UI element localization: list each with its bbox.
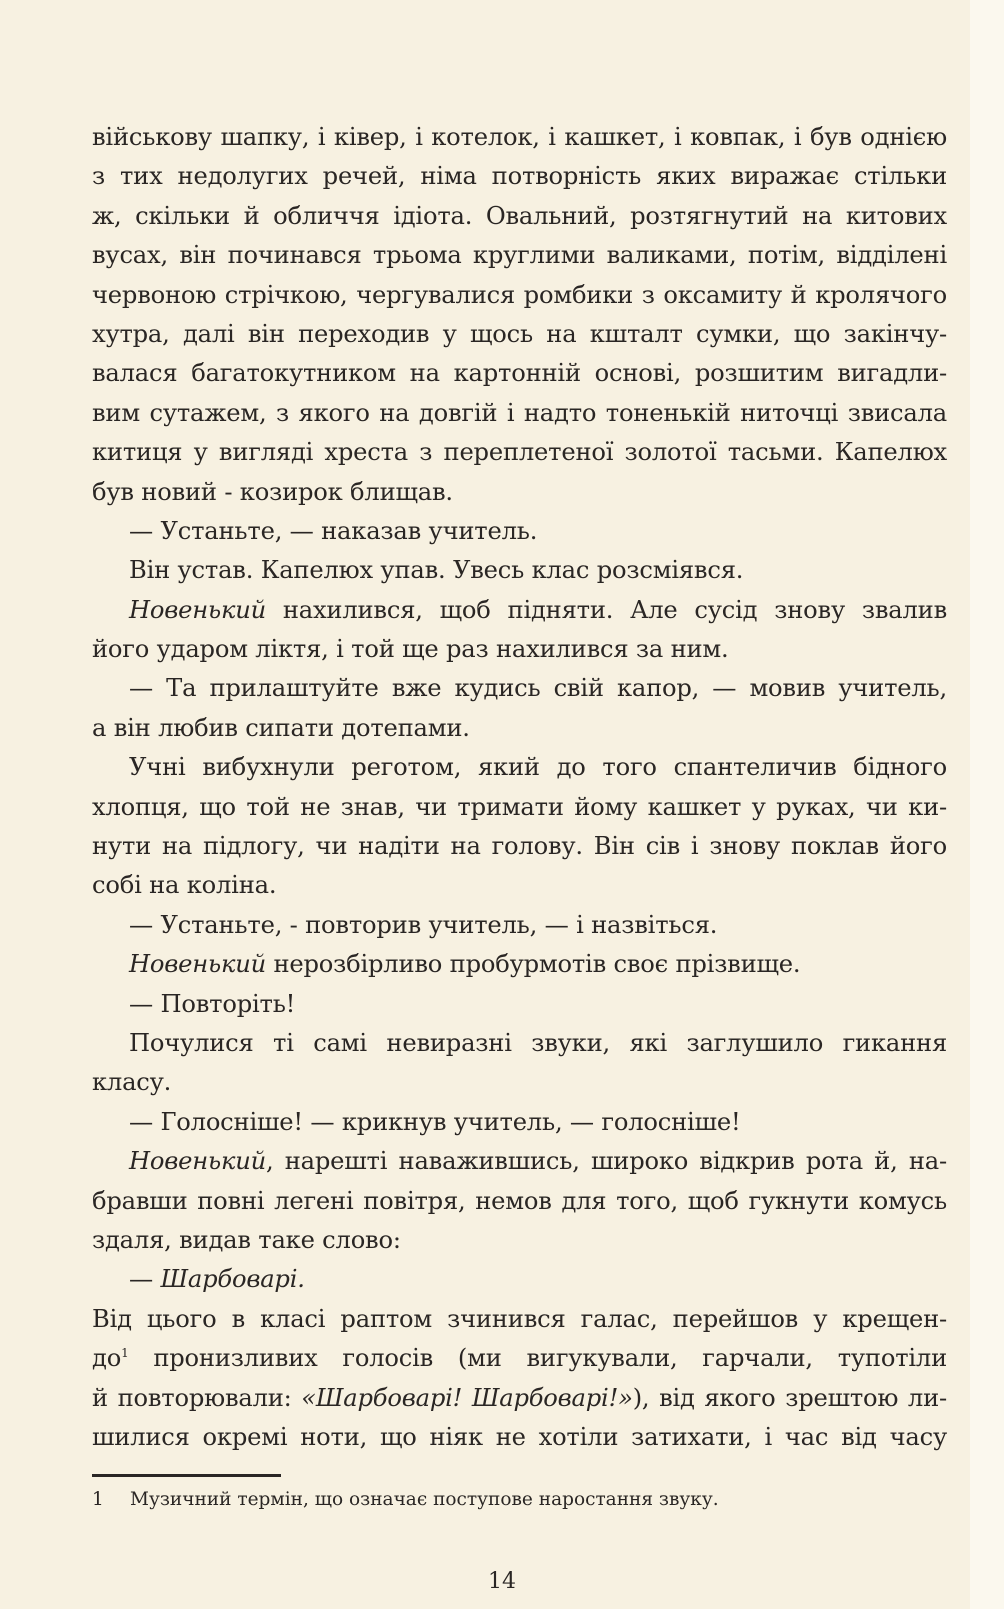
- text-run: ), від якого зрештою ли-: [632, 1383, 947, 1412]
- text-run: його ударом ліктя, і той ще раз нахилився за ним.: [92, 635, 729, 664]
- text-line: [92, 1024, 947, 1063]
- text-run: валася багатокутником на картонній основі, розшитим вигадли-: [92, 359, 947, 388]
- text-run: з тих недолугих речей, німа потворність яких виражає стільки: [92, 162, 947, 191]
- text-line: [92, 1300, 947, 1339]
- text-line: [92, 433, 947, 472]
- text-run: до: [92, 1344, 122, 1373]
- text-line: [92, 591, 947, 630]
- text-run: нерозбірливо пробурмотів своє прізвище.: [265, 950, 801, 979]
- dialogue-line: [92, 512, 947, 551]
- text-line: [92, 709, 947, 748]
- text-run: пронизливих голосів (ми вигукували, гарчали, тупотіли: [128, 1344, 947, 1373]
- dialogue-line: [92, 669, 947, 708]
- text-line: [92, 197, 947, 236]
- text-run: китиця у вигляді хреста з переплетеної золотої тасьми. Капелюх: [92, 438, 947, 467]
- text-line: [92, 118, 947, 157]
- text-run: — Повторіть!: [129, 989, 296, 1018]
- text-run: класу.: [92, 1068, 172, 1097]
- text-line: [92, 354, 947, 393]
- text-line: [92, 473, 947, 512]
- text-run: хутра, далі він переходив у щось на кшталт сумки, що закінчу-: [92, 319, 947, 348]
- text-run: здаля, видав таке слово:: [92, 1225, 401, 1254]
- text-run: нути на підлогу, чи надіти на голову. Він сів і знову поклав його: [92, 832, 947, 861]
- text-line: [92, 945, 947, 984]
- text-run: — Устаньте, — наказав учитель.: [129, 516, 538, 545]
- text-line: [92, 157, 947, 196]
- italic-text: Новенький: [129, 595, 266, 624]
- page-body: [92, 118, 947, 1457]
- text-line: [92, 276, 947, 315]
- text-line: [92, 1063, 947, 1102]
- dialogue-line: [92, 1103, 947, 1142]
- text-run: бравши повні легені повітря, немов для того, щоб гукнути комусь: [92, 1186, 947, 1215]
- footnote-text: Музичний термін, що означає поступове наростання звуку.: [130, 1489, 719, 1510]
- italic-text: Новенький: [129, 1147, 266, 1176]
- text-run: Почулися ті самі невиразні звуки, які заглушило гикання: [129, 1028, 947, 1057]
- italic-text: «Шарбоварі! Шарбоварі!»: [301, 1383, 633, 1412]
- text-run: нахилився, щоб підняти. Але сусід знову звалив: [265, 595, 947, 624]
- text-line: [92, 748, 947, 787]
- text-run: , нарешті наважившись, широко відкрив рота й, на-: [265, 1147, 947, 1176]
- text-line: [92, 315, 947, 354]
- dialogue-line: [92, 985, 947, 1024]
- text-run: вусах, він починався трьома круглими валиками, потім, відділені: [92, 241, 947, 270]
- dialogue-line: [92, 1260, 947, 1299]
- text-line: [92, 1221, 947, 1260]
- text-line: [92, 1142, 947, 1181]
- text-line: [92, 866, 947, 905]
- text-run: — Устаньте, - повторив учитель, — і назвіться.: [129, 910, 718, 939]
- italic-text: Новенький: [129, 950, 266, 979]
- text-line: [92, 788, 947, 827]
- footnote: [92, 1488, 719, 1512]
- footnote-ref: 1: [121, 1346, 129, 1361]
- page-number: 14: [488, 1569, 516, 1594]
- text-run: ж, скільки й обличчя ідіота. Овальний, розтягнутий на китових: [92, 201, 947, 230]
- text-run: собі на коліна.: [92, 871, 277, 900]
- text-run: Учні вибухнули реготом, який до того спантеличив бідного: [129, 753, 947, 782]
- text-run: хлопця, що той не знав, чи тримати йому кашкет у руках, чи ки-: [92, 792, 947, 821]
- text-run: а він любив сипати дотепами.: [92, 713, 470, 742]
- text-line: [92, 236, 947, 275]
- text-run: Від цього в класі раптом зчинився галас, перейшов у крещен-: [92, 1304, 947, 1333]
- text-line: [92, 1379, 947, 1418]
- text-run: червоною стрічкою, чергувалися ромбики з оксамиту й кролячого: [92, 280, 947, 309]
- text-run: був новий - козирок блищав.: [92, 477, 453, 506]
- text-line: [92, 827, 947, 866]
- text-line: [92, 630, 947, 669]
- text-line: [92, 394, 947, 433]
- text-run: —: [129, 1265, 161, 1294]
- text-run: шилися окремі ноти, що ніяк не хотіли затихати, і час від часу: [92, 1422, 947, 1451]
- italic-text: Шарбоварі.: [160, 1265, 305, 1294]
- footnote-divider: [92, 1474, 281, 1477]
- dialogue-line: [92, 906, 947, 945]
- text-line: [92, 1418, 947, 1457]
- page-edge: [970, 0, 1004, 1609]
- footnote-number: 1: [92, 1489, 104, 1510]
- text-run: — Та прилаштуйте вже кудись свій капор, — мовив учитель,: [129, 674, 947, 703]
- text-line: [92, 551, 947, 590]
- text-run: вим сутажем, з якого на довгій і надто тоненькій ниточці звисала: [92, 398, 947, 427]
- text-run: Він устав. Капелюх упав. Увесь клас розсміявся.: [129, 556, 744, 585]
- text-run: й повторювали:: [92, 1383, 302, 1412]
- text-run: військову шапку, і ківер, і котелок, і кашкет, і ковпак, і був однією: [92, 123, 947, 151]
- text-line: [92, 1182, 947, 1221]
- text-run: — Голосніше! — крикнув учитель, — голосніше!: [129, 1107, 741, 1136]
- text-line: [92, 1339, 947, 1378]
